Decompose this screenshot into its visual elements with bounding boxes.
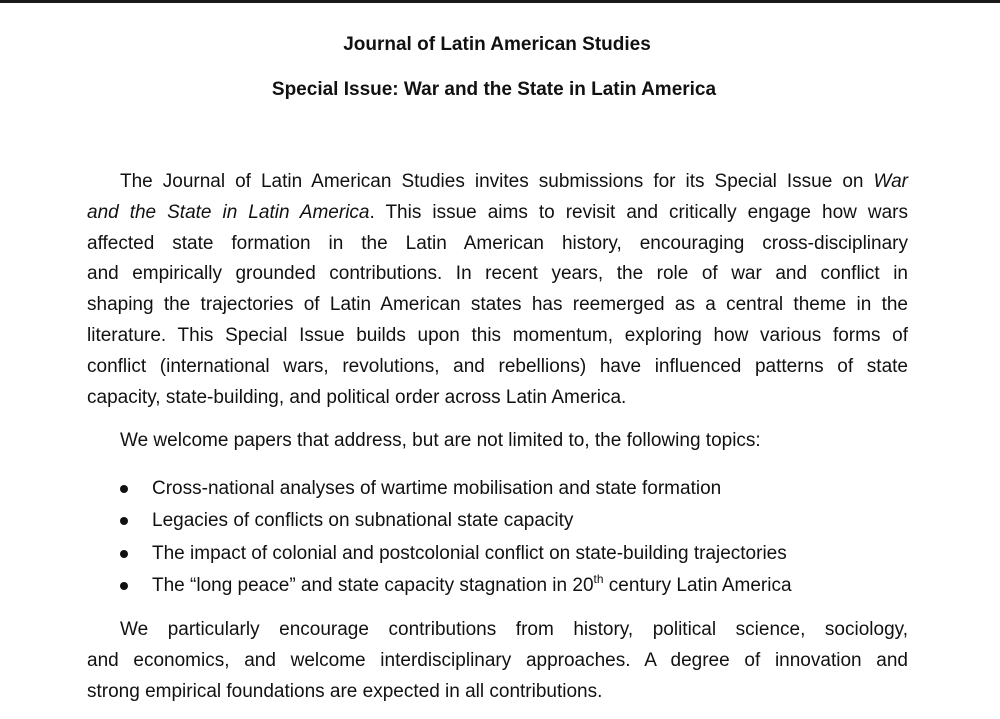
list-item [87,570,908,602]
intro-line: affected state formation in the Latin American history, encouraging cross-disciplinary [87,232,908,254]
list-item [87,473,908,505]
special-issue-title: Special Issue: War and the State in Latin America [271,79,717,100]
intro-line: conflict (international wars, revolutions, and rebellions) have influenced patterns of state [87,355,908,377]
topic-text: Legacies of conflicts on subnational state capacity [152,510,574,532]
bullet-icon [120,582,128,590]
topics-list [87,473,908,602]
intro-line: shaping the trajectories of Latin American states has reemerged as a central theme in the [87,294,908,316]
closing-line: strong empirical foundations are expected in all contributions. [87,680,603,702]
bullet-icon [120,485,128,493]
topic-text: The impact of colonial and postcolonial conflict on state-building trajectories [152,542,787,564]
intro-line: and empirically grounded contributions. In recent years, the role of war and conflict in [87,263,908,285]
closing-paragraph [87,615,908,707]
topic-text: Cross-national analyses of wartime mobilisation and state formation [152,478,722,499]
topic-text: The “long peace” and state capacity stagnation in 20th century Latin America [152,571,792,596]
closing-line: We particularly encourage contributions from history, political science, sociology, [120,619,908,640]
journal-title: Journal of Latin American Studies [343,34,651,55]
intro-line: literature. This Special Issue builds upon this momentum, exploring how various forms of [87,324,908,346]
intro-line: capacity, state-building, and political order across Latin America. [87,386,627,408]
list-item [87,538,908,570]
intro-paragraph [87,167,908,413]
topics-intro: We welcome papers that address, but are not limited to, the following topics: [120,430,761,451]
bullet-icon [120,517,128,525]
closing-line: and economics, and welcome interdisciplinary approaches. A degree of innovation and [87,649,908,671]
intro-line: and the State in Latin America. This issue aims to revisit and critically engage how wars [87,201,908,223]
bullet-icon [120,550,128,558]
intro-line: The Journal of Latin American Studies invites submissions for its Special Issue on War [120,171,908,192]
list-item [87,505,908,537]
